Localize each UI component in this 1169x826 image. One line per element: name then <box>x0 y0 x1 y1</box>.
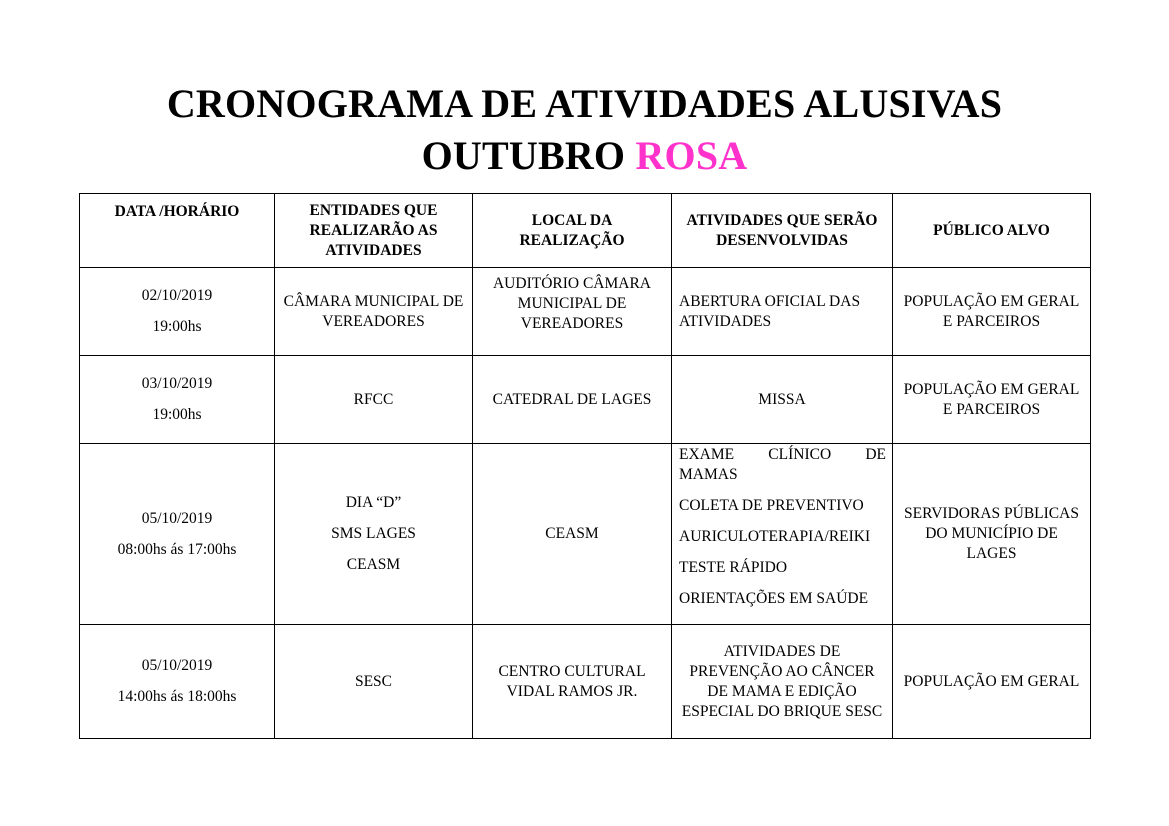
cell-time: 19:00hs <box>152 406 202 423</box>
activity-item: ABERTURA OFICIAL DAS ATIVIDADES <box>679 292 861 330</box>
subtitle-word-outubro: OUTUBRO <box>421 133 626 178</box>
page-subtitle <box>0 132 1169 180</box>
cell-activities <box>672 268 893 356</box>
page-title: CRONOGRAMA DE ATIVIDADES ALUSIVAS <box>166 81 1003 126</box>
cell-entities: CÂMARA MUNICIPAL DE VEREADORES <box>275 268 473 356</box>
cell-location: CEASM <box>473 444 672 625</box>
cell-entities <box>275 444 473 625</box>
cell-activities <box>672 444 893 625</box>
cell-date-time <box>80 356 275 444</box>
activity-item: COLETA DE PREVENTIVO <box>679 497 864 514</box>
header-entities: ENTIDADES QUE REALIZARÃO AS ATIVIDADES <box>275 194 473 268</box>
cell-date: 03/10/2019 <box>141 375 213 392</box>
cell-audience: POPULAÇÃO EM GERAL <box>893 625 1091 739</box>
cell-date: 05/10/2019 <box>141 657 213 674</box>
cell-entities: RFCC <box>275 356 473 444</box>
cell-activities: MISSA <box>672 356 893 444</box>
cell-location: AUDITÓRIO CÂMARA MUNICIPAL DE VEREADORES <box>473 268 672 356</box>
entity-item: CEASM <box>346 556 401 573</box>
entity-item: DIA “D” <box>345 494 402 511</box>
cell-time: 14:00hs ás 18:00hs <box>117 688 237 705</box>
cell-activities: ATIVIDADES DE PREVENÇÃO AO CÂNCER DE MAMA E EDIÇÃO ESPECIAL DO BRIQUE SESC <box>672 625 893 739</box>
cell-time: 08:00hs ás 17:00hs <box>117 540 237 558</box>
table-header-row <box>80 194 1091 268</box>
cell-date-time <box>80 625 275 739</box>
table-row <box>80 444 1091 625</box>
activity-item-continued: MAMAS <box>679 466 738 483</box>
activity-item: TESTE RÁPIDO <box>679 559 788 576</box>
subtitle-word-rosa: ROSA <box>635 133 748 178</box>
cell-location: CATEDRAL DE LAGES <box>473 356 672 444</box>
cell-date-time <box>80 444 275 625</box>
cell-date-time <box>80 268 275 356</box>
activity-item: EXAME CLÍNICO DE <box>679 446 886 463</box>
cell-date: 05/10/2019 <box>141 509 213 527</box>
entity-item: SMS LAGES <box>331 525 416 542</box>
header-date-time: DATA /HORÁRIO <box>80 194 275 268</box>
table-row <box>80 356 1091 444</box>
schedule-table <box>79 193 1091 739</box>
activity-item: ORIENTAÇÕES EM SAÚDE <box>679 590 869 607</box>
cell-location: CENTRO CULTURAL VIDAL RAMOS JR. <box>473 625 672 739</box>
cell-date: 02/10/2019 <box>141 287 213 304</box>
cell-time: 19:00hs <box>152 318 202 335</box>
table-row <box>80 625 1091 739</box>
cell-audience: SERVIDORAS PÚBLICAS DO MUNICÍPIO DE LAGES <box>893 444 1091 625</box>
cell-audience: POPULAÇÃO EM GERAL E PARCEIROS <box>893 268 1091 356</box>
header-activities: ATIVIDADES QUE SERÃO DESENVOLVIDAS <box>672 194 893 268</box>
header-audience: PÚBLICO ALVO <box>893 194 1091 268</box>
table-row <box>80 268 1091 356</box>
cell-audience: POPULAÇÃO EM GERAL E PARCEIROS <box>893 356 1091 444</box>
activity-item: AURICULOTERAPIA/REIKI <box>679 528 871 545</box>
header-location: LOCAL DA REALIZAÇÃO <box>473 194 672 268</box>
cell-entities: SESC <box>275 625 473 739</box>
